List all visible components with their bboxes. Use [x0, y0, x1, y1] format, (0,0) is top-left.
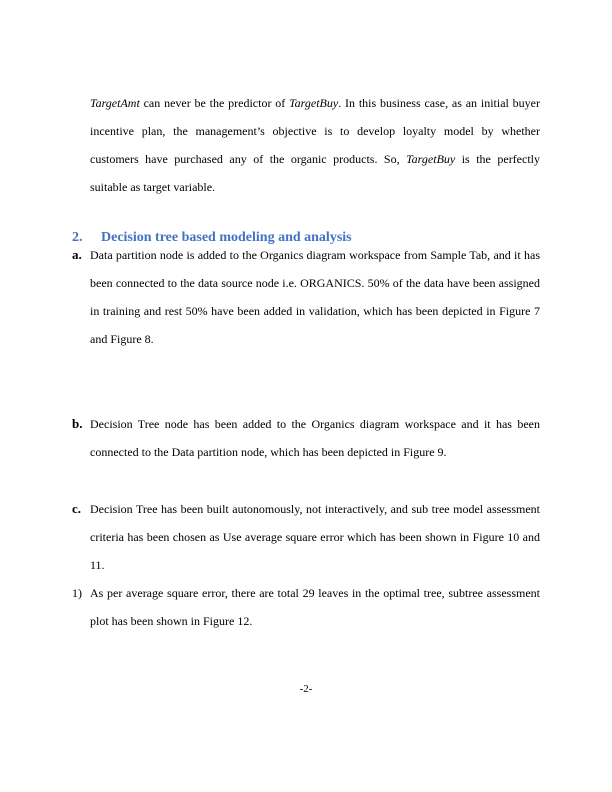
item-a-paragraph: [90, 241, 540, 353]
item-c-line-1: Decision Tree has been built autonomously, not interactively, and sub tree model assessment: [90, 502, 540, 516]
section-title: Decision tree based modeling and analysis: [101, 230, 352, 245]
section-number: 2.: [72, 230, 83, 245]
intro-line-1: TargetAmt can never be the predictor of TargetBuy. In this business case, as an initial buyer: [90, 96, 540, 110]
intro-line-3: customers have purchased any of the organic products. So, TargetBuy is the perfectly: [90, 152, 541, 166]
intro-line-4: suitable as target variable.: [90, 180, 216, 194]
item-a-marker: a.: [72, 247, 82, 262]
intro-line-2: incentive plan, the management’s objective is to develop loyalty model by whether: [90, 124, 540, 138]
item-c-marker: c.: [72, 501, 82, 516]
item-c-line-3: 11.: [90, 558, 105, 572]
item-b-paragraph: [90, 410, 540, 466]
item-1-marker: 1): [72, 586, 82, 600]
item-a-line-3: in training and rest 50% have been added in validation, which has been depicted in Figure 7: [90, 304, 540, 318]
item-c-line-2: criteria has been chosen as Use average square error which has been shown in Figure 10 and: [90, 530, 540, 544]
item-1-paragraph: [90, 579, 540, 635]
item-a-line-2: been connected to the data source node i.e. ORGANICS. 50% of the data have been assigned: [90, 276, 540, 290]
page-number: -2-: [299, 683, 313, 695]
item-b-line-2: connected to the Data partition node, which has been depicted in Figure 9.: [90, 445, 447, 459]
item-a-line-1: Data partition node is added to the Organics diagram workspace from Sample Tab, and it has: [90, 248, 540, 262]
item-c-paragraph: [90, 495, 540, 579]
item-a-line-4: and Figure 8.: [90, 332, 154, 346]
item-b-line-1: Decision Tree node has been added to the Organics diagram workspace and it has been: [90, 417, 540, 431]
item-1-line-1: As per average square error, there are total 29 leaves in the optimal tree, subtree assessment: [90, 586, 540, 600]
intro-paragraph: [90, 89, 540, 201]
item-1-line-2: plot has been shown in Figure 12.: [90, 614, 253, 628]
item-b-marker: b.: [72, 416, 83, 431]
